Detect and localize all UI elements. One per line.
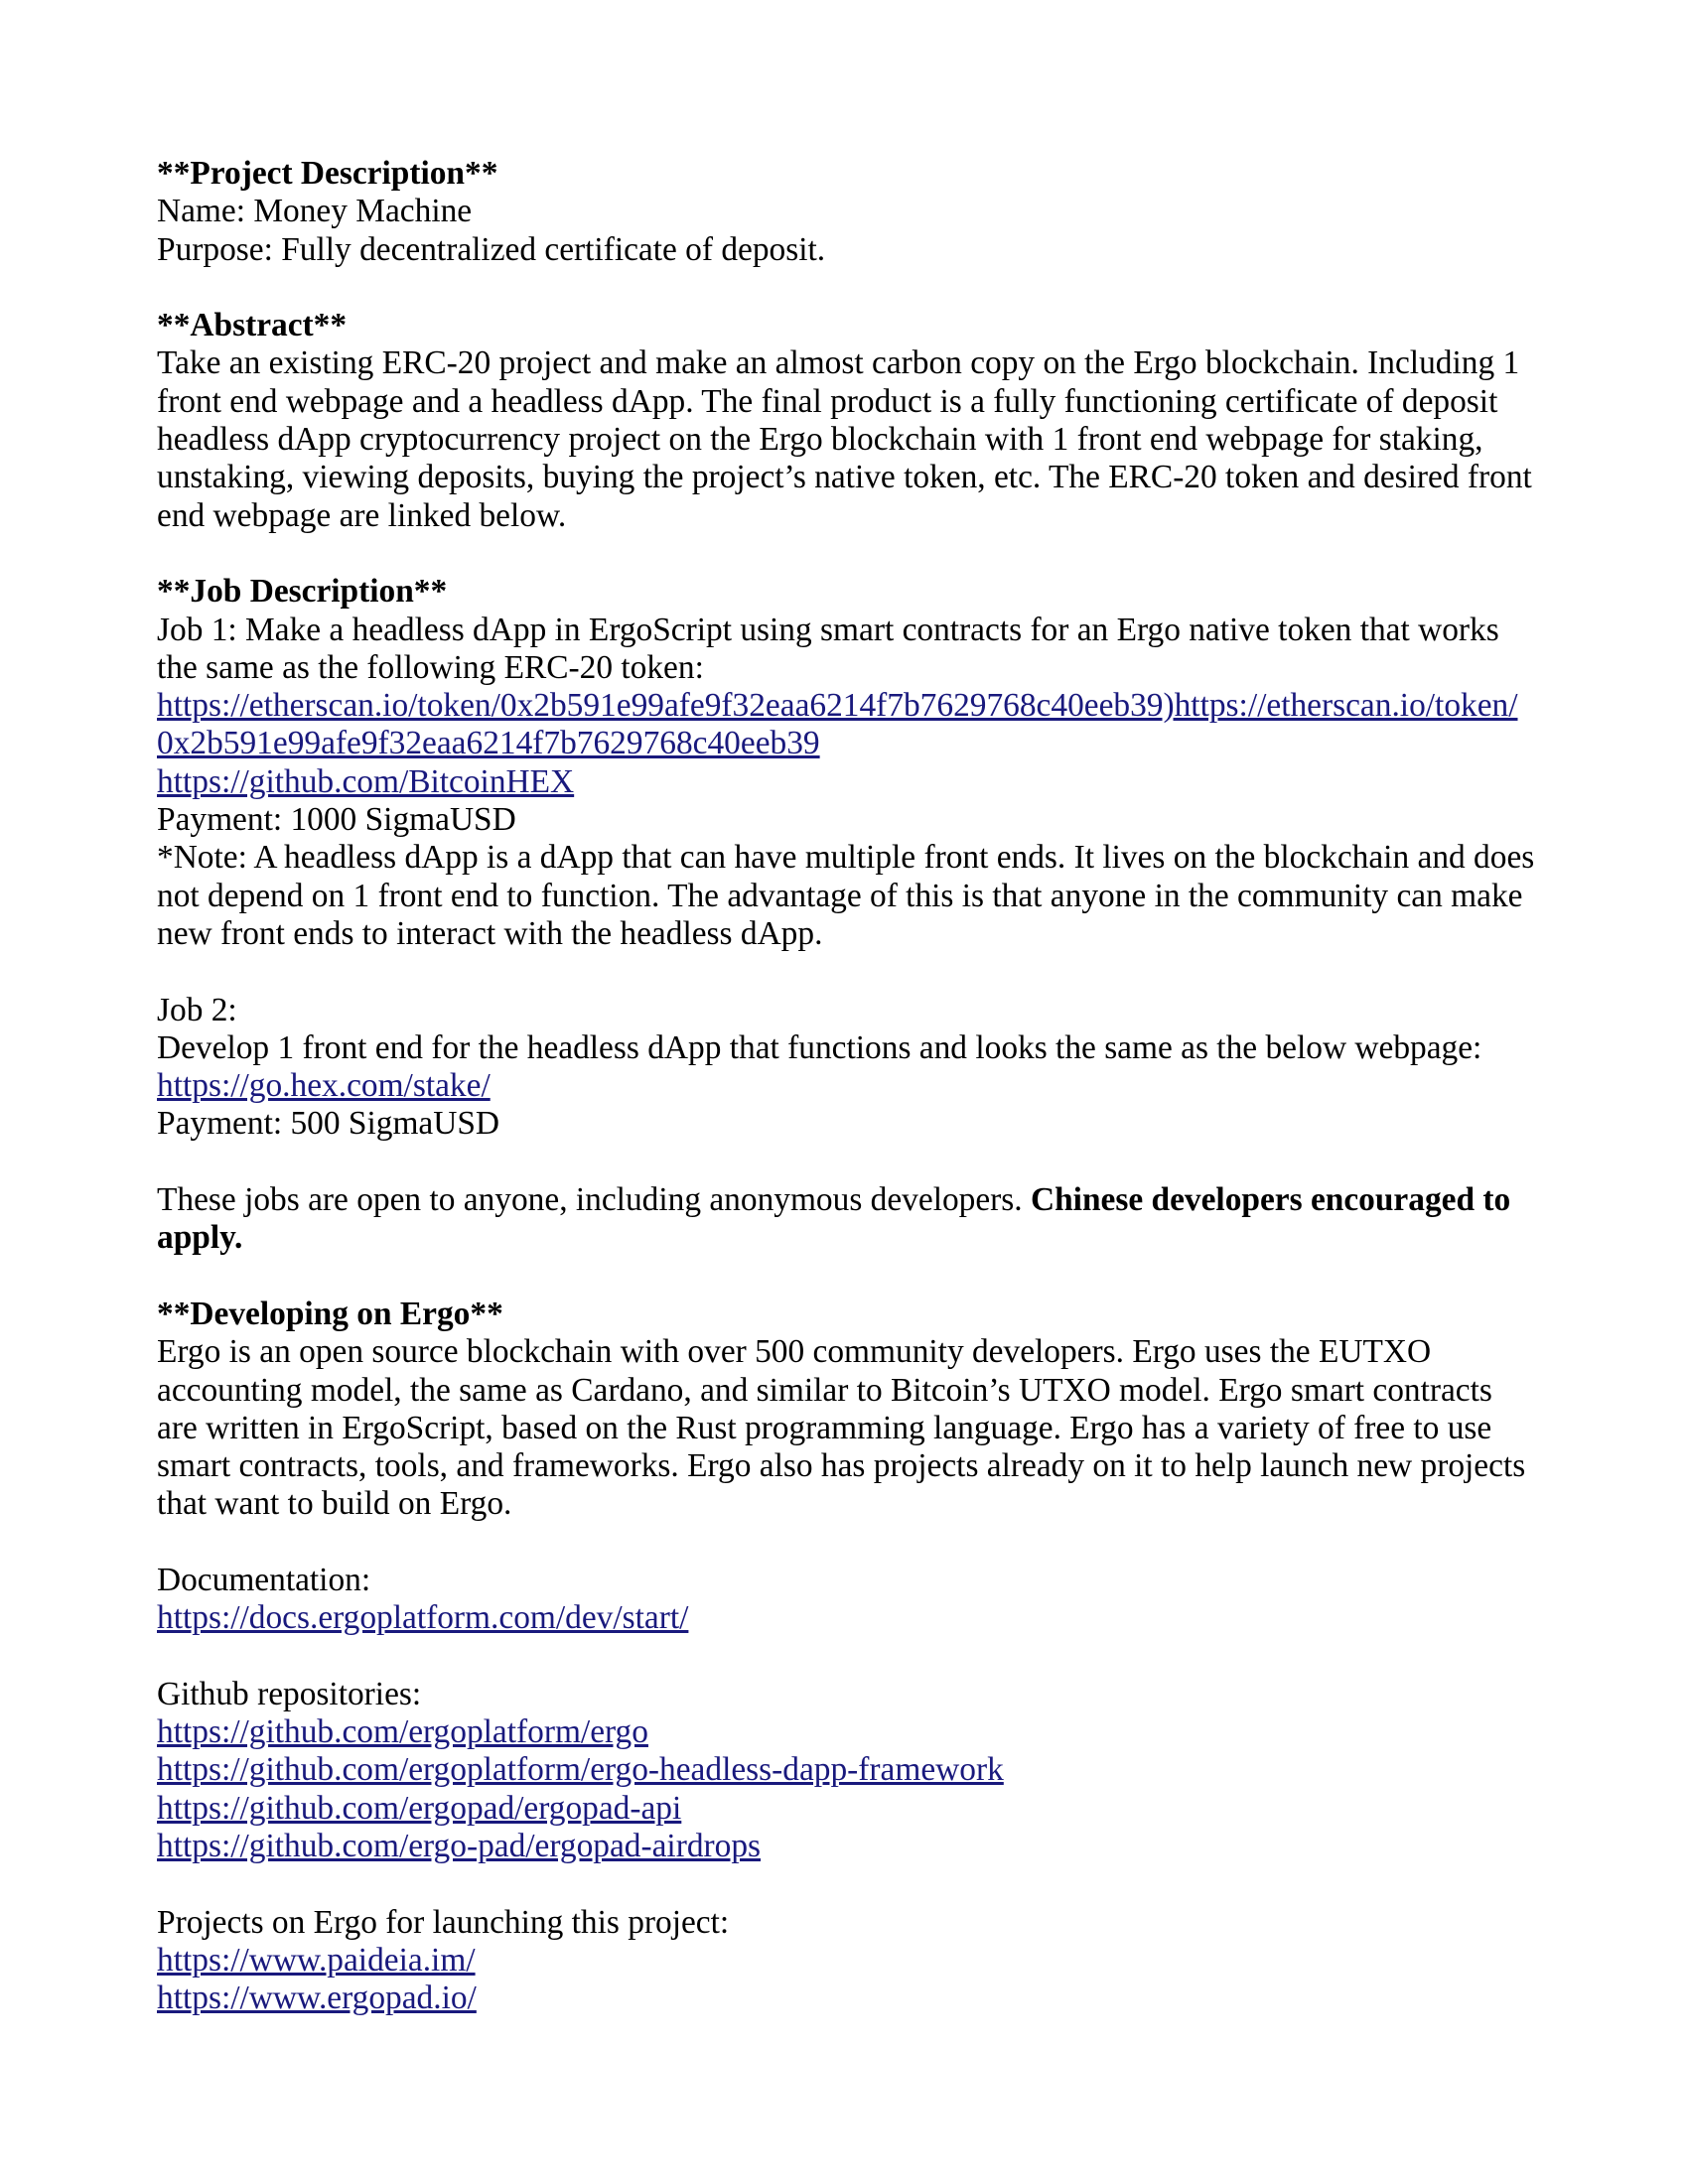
document-line (157, 459, 1658, 496)
document-line (157, 1219, 1658, 1257)
document-line (157, 155, 1658, 193)
text-run: new front ends to interact with the headless dApp. (157, 914, 823, 952)
text-run: smart contracts, tools, and frameworks. Ergo also has projects already on it to help launch new projects (157, 1447, 1526, 1485)
document-line (157, 1979, 1658, 2017)
text-run: unstaking, viewing deposits, buying the project’s native token, etc. The ERC-20 token and desired front (157, 459, 1532, 496)
document-line (157, 763, 1658, 801)
text-run: Job 1: Make a headless dApp in ErgoScript using smart contracts for an Ergo native token that works (157, 611, 1499, 648)
bold-text: Chinese developers encouraged to (1031, 1181, 1511, 1219)
document-line (157, 878, 1658, 915)
hyperlink[interactable]: https://www.paideia.im/ (157, 1941, 476, 1979)
text-run: Job 2: (157, 991, 237, 1028)
bold-text: **Job Description** (157, 573, 448, 611)
document-line (157, 1410, 1658, 1447)
hyperlink[interactable]: https://github.com/ergoplatform/ergo-headless-dapp-framework (157, 1751, 1004, 1789)
text-run: front end webpage and a headless dApp. The final product is a fully functioning certificate of deposit (157, 382, 1498, 420)
document-line (157, 1562, 1658, 1599)
document-line (157, 1828, 1658, 1865)
text-run: Github repositories: (157, 1675, 422, 1712)
text-run: that want to build on Ergo. (157, 1485, 512, 1523)
blank-line (157, 1865, 1658, 1903)
blank-line (157, 1524, 1658, 1562)
document-line (157, 1029, 1658, 1067)
bold-text: **Project Description** (157, 155, 498, 192)
text-run: Purpose: Fully decentralized certificate of deposit. (157, 230, 826, 268)
text-run: *Note: A headless dApp is a dApp that can have multiple front ends. It lives on the blockchain and does (157, 839, 1535, 877)
document-line (157, 1599, 1658, 1637)
document-line (157, 1713, 1658, 1751)
hyperlink[interactable]: https://docs.ergoplatform.com/dev/start/ (157, 1599, 689, 1637)
document-line (157, 1904, 1658, 1942)
blank-line (157, 535, 1658, 573)
document-line (157, 915, 1658, 953)
hyperlink[interactable]: https://github.com/ergo-pad/ergopad-airdrops (157, 1828, 762, 1865)
document-line (157, 1485, 1658, 1523)
document-line (157, 1296, 1658, 1333)
text-run: are written in ErgoScript, based on the Rust programming language. Ergo has a variety of free to use (157, 1409, 1492, 1446)
document-line (157, 1447, 1658, 1485)
hyperlink[interactable]: https://etherscan.io/token/0x2b591e99afe9f32eaa6214f7b7629768c40eeb39)https://etherscan.io/token/ (157, 687, 1518, 725)
bold-text: apply. (157, 1219, 243, 1257)
document-line (157, 1751, 1658, 1789)
document-line (157, 1790, 1658, 1828)
hyperlink[interactable]: https://go.hex.com/stake/ (157, 1067, 491, 1105)
text-run: headless dApp cryptocurrency project on the Ergo blockchain with 1 front end webpage for staking, (157, 421, 1483, 459)
document-line (157, 231, 1658, 269)
text-run: not depend on 1 front end to function. The advantage of this is that anyone in the community can make (157, 877, 1523, 914)
text-run: accounting model, the same as Cardano, and similar to Bitcoin’s UTXO model. Ergo smart contracts (157, 1371, 1492, 1409)
text-run: Develop 1 front end for the headless dApp that functions and looks the same as the below webpage: (157, 1028, 1482, 1066)
document-line (157, 687, 1658, 725)
document-line (157, 1942, 1658, 1979)
document-line (157, 839, 1658, 877)
document-line (157, 421, 1658, 459)
document-line (157, 992, 1658, 1029)
text-run: Ergo is an open source blockchain with over 500 community developers. Ergo uses the EUTXO (157, 1333, 1432, 1371)
blank-line (157, 1258, 1658, 1296)
document-line (157, 497, 1658, 535)
text-run: These jobs are open to anyone, including anonymous developers. (157, 1181, 1031, 1219)
text-run: Projects on Ergo for launching this project: (157, 1903, 730, 1941)
text-run: Payment: 1000 SigmaUSD (157, 801, 516, 839)
document-line (157, 1105, 1658, 1143)
document-line (157, 1372, 1658, 1410)
text-run: the same as the following ERC-20 token: (157, 648, 704, 686)
blank-line (157, 1638, 1658, 1676)
blank-line (157, 269, 1658, 307)
document-line (157, 383, 1658, 421)
hyperlink[interactable]: https://github.com/BitcoinHEX (157, 762, 575, 800)
document-line (157, 344, 1658, 382)
document-line (157, 612, 1658, 649)
bold-text: **Developing on Ergo** (157, 1295, 503, 1332)
document-line (157, 725, 1658, 762)
bold-text: **Abstract** (157, 307, 348, 344)
text-run: Documentation: (157, 1561, 371, 1598)
document-line (157, 1067, 1658, 1105)
text-run: Payment: 500 SigmaUSD (157, 1105, 500, 1143)
document-line (157, 801, 1658, 839)
document-line (157, 193, 1658, 230)
text-run: Take an existing ERC-20 project and make an almost carbon copy on the Ergo blockchain. Including 1 (157, 344, 1520, 382)
blank-line (157, 1144, 1658, 1181)
document-line (157, 573, 1658, 611)
document-line (157, 1676, 1658, 1713)
text-run: end webpage are linked below. (157, 496, 567, 534)
hyperlink[interactable]: 0x2b591e99afe9f32eaa6214f7b7629768c40eeb39 (157, 725, 820, 762)
document-line (157, 649, 1658, 687)
hyperlink[interactable]: https://github.com/ergoplatform/ergo (157, 1713, 648, 1751)
document-line (157, 1333, 1658, 1371)
hyperlink[interactable]: https://github.com/ergopad/ergopad-api (157, 1789, 682, 1827)
text-run: Name: Money Machine (157, 193, 473, 230)
document-line (157, 1181, 1658, 1219)
document-line (157, 307, 1658, 344)
blank-line (157, 953, 1658, 991)
hyperlink[interactable]: https://www.ergopad.io/ (157, 1979, 477, 2017)
